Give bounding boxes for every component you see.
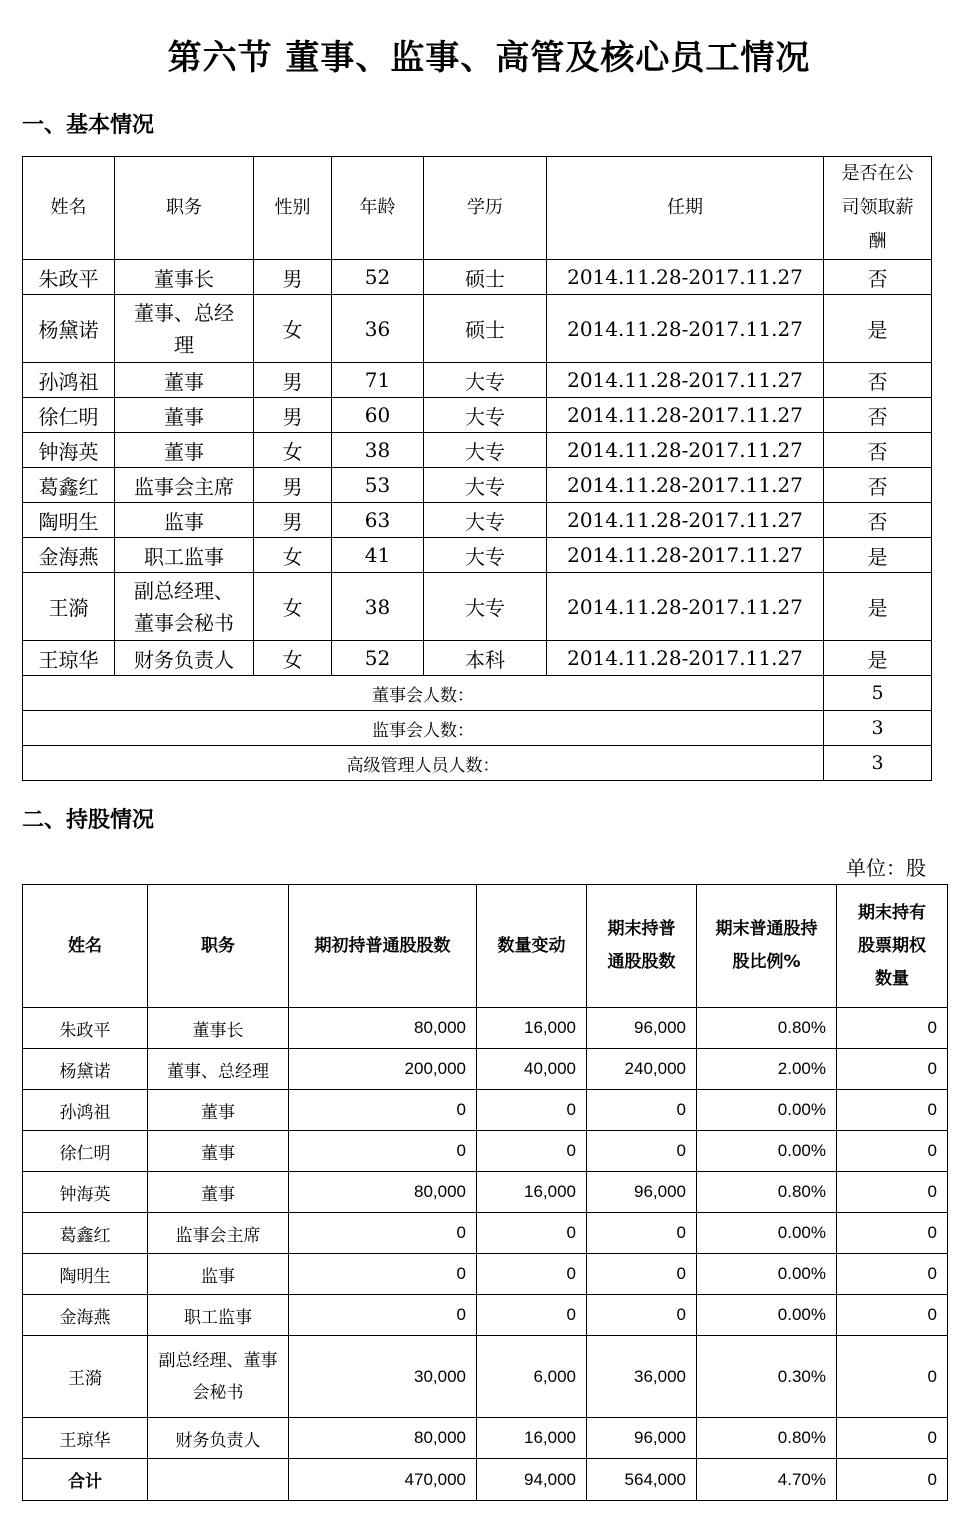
cell-gender: 女 — [254, 295, 332, 363]
header-opening-shares: 期初持普通股股数 — [289, 885, 477, 1008]
cell-term: 2014.11.28-2017.11.27 — [547, 573, 824, 641]
table-row — [23, 573, 932, 641]
cell-change: 0 — [477, 1254, 587, 1295]
total-ratio: 4.70% — [697, 1459, 837, 1501]
cell-options: 0 — [837, 1090, 948, 1131]
summary-value: 5 — [824, 676, 932, 711]
cell-term: 2014.11.28-2017.11.27 — [547, 398, 824, 433]
cell-closing-shares: 0 — [587, 1131, 697, 1172]
cell-change: 16,000 — [477, 1172, 587, 1213]
cell-education: 大专 — [424, 573, 547, 641]
cell-term: 2014.11.28-2017.11.27 — [547, 433, 824, 468]
cell-name: 陶明生 — [23, 503, 115, 538]
cell-options: 0 — [837, 1254, 948, 1295]
total-change: 94,000 — [477, 1459, 587, 1501]
cell-term: 2014.11.28-2017.11.27 — [547, 538, 824, 573]
header-term: 任期 — [547, 157, 824, 260]
cell-name: 钟海英 — [23, 1172, 148, 1213]
cell-closing-shares: 96,000 — [587, 1418, 697, 1459]
cell-age: 60 — [332, 398, 424, 433]
cell-paid: 是 — [824, 538, 932, 573]
cell-ratio: 0.00% — [697, 1254, 837, 1295]
cell-name: 葛鑫红 — [23, 468, 115, 503]
summary-row — [23, 711, 932, 746]
cell-name: 孙鸿祖 — [23, 363, 115, 398]
cell-position: 副总经理、董事会秘书 — [148, 1336, 289, 1418]
cell-gender: 女 — [254, 433, 332, 468]
cell-closing-shares: 0 — [587, 1254, 697, 1295]
table-row — [23, 1213, 948, 1254]
cell-paid: 否 — [824, 503, 932, 538]
section-heading-basic: 一、基本情况 — [22, 113, 155, 138]
cell-closing-shares: 240,000 — [587, 1049, 697, 1090]
summary-label: 监事会人数： — [23, 711, 824, 746]
cell-education: 硕士 — [424, 260, 547, 295]
cell-position: 副总经理、董事会秘书 — [115, 573, 254, 641]
cell-education: 大专 — [424, 433, 547, 468]
table-row — [23, 641, 932, 676]
cell-closing-shares: 96,000 — [587, 1172, 697, 1213]
header-position: 职务 — [115, 157, 254, 260]
cell-term: 2014.11.28-2017.11.27 — [547, 295, 824, 363]
cell-position: 董事、总经理 — [115, 295, 254, 363]
section-heading-shareholding: 二、持股情况 — [22, 808, 155, 833]
cell-closing-shares: 0 — [587, 1295, 697, 1336]
cell-position: 监事 — [148, 1254, 289, 1295]
shareholding-table — [22, 884, 948, 1501]
summary-value: 3 — [824, 746, 932, 781]
cell-position: 董事 — [148, 1090, 289, 1131]
unit-label: 单位：股 — [846, 856, 926, 880]
cell-opening-shares: 0 — [289, 1131, 477, 1172]
cell-ratio: 2.00% — [697, 1049, 837, 1090]
cell-gender: 女 — [254, 573, 332, 641]
cell-age: 38 — [332, 433, 424, 468]
cell-position: 董事 — [148, 1172, 289, 1213]
table-row — [23, 433, 932, 468]
cell-options: 0 — [837, 1418, 948, 1459]
header-gender: 性别 — [254, 157, 332, 260]
cell-closing-shares: 0 — [587, 1213, 697, 1254]
table-row — [23, 1418, 948, 1459]
cell-change: 16,000 — [477, 1418, 587, 1459]
table-row — [23, 468, 932, 503]
table-row — [23, 1336, 948, 1418]
cell-position: 监事 — [115, 503, 254, 538]
basic-info-table — [22, 156, 932, 781]
cell-name: 徐仁明 — [23, 398, 115, 433]
cell-ratio: 0.30% — [697, 1336, 837, 1418]
cell-change: 6,000 — [477, 1336, 587, 1418]
cell-opening-shares: 0 — [289, 1295, 477, 1336]
cell-age: 53 — [332, 468, 424, 503]
cell-term: 2014.11.28-2017.11.27 — [547, 468, 824, 503]
cell-name: 朱政平 — [23, 260, 115, 295]
header-options: 期末持有股票期权数量 — [837, 885, 948, 1008]
cell-paid: 否 — [824, 433, 932, 468]
cell-position: 董事、总经理 — [148, 1049, 289, 1090]
cell-position: 董事 — [115, 433, 254, 468]
cell-ratio: 0.80% — [697, 1008, 837, 1049]
cell-education: 本科 — [424, 641, 547, 676]
cell-age: 63 — [332, 503, 424, 538]
cell-closing-shares: 96,000 — [587, 1008, 697, 1049]
cell-name: 王琼华 — [23, 641, 115, 676]
cell-name: 金海燕 — [23, 538, 115, 573]
table-row — [23, 295, 932, 363]
cell-options: 0 — [837, 1049, 948, 1090]
cell-paid: 否 — [824, 363, 932, 398]
cell-name: 葛鑫红 — [23, 1213, 148, 1254]
cell-education: 大专 — [424, 363, 547, 398]
cell-opening-shares: 80,000 — [289, 1172, 477, 1213]
cell-options: 0 — [837, 1336, 948, 1418]
cell-change: 0 — [477, 1131, 587, 1172]
cell-age: 38 — [332, 573, 424, 641]
cell-options: 0 — [837, 1172, 948, 1213]
cell-opening-shares: 80,000 — [289, 1418, 477, 1459]
total-opening-shares: 470,000 — [289, 1459, 477, 1501]
summary-row — [23, 676, 932, 711]
cell-closing-shares: 0 — [587, 1090, 697, 1131]
cell-options: 0 — [837, 1295, 948, 1336]
table-row — [23, 398, 932, 433]
cell-age: 71 — [332, 363, 424, 398]
cell-gender: 男 — [254, 363, 332, 398]
summary-label: 董事会人数： — [23, 676, 824, 711]
cell-opening-shares: 0 — [289, 1213, 477, 1254]
table-row — [23, 1090, 948, 1131]
cell-age: 52 — [332, 260, 424, 295]
cell-change: 16,000 — [477, 1008, 587, 1049]
cell-position: 董事长 — [148, 1008, 289, 1049]
cell-term: 2014.11.28-2017.11.27 — [547, 260, 824, 295]
cell-age: 41 — [332, 538, 424, 573]
cell-name: 徐仁明 — [23, 1131, 148, 1172]
table-row — [23, 1295, 948, 1336]
total-position — [148, 1459, 289, 1501]
cell-paid: 是 — [824, 573, 932, 641]
cell-opening-shares: 30,000 — [289, 1336, 477, 1418]
header-paid: 是否在公司领取薪酬 — [824, 157, 932, 260]
table-row — [23, 503, 932, 538]
cell-name: 钟海英 — [23, 433, 115, 468]
table-row — [23, 1254, 948, 1295]
cell-name: 孙鸿祖 — [23, 1090, 148, 1131]
summary-value: 3 — [824, 711, 932, 746]
cell-options: 0 — [837, 1131, 948, 1172]
cell-change: 40,000 — [477, 1049, 587, 1090]
cell-name: 王琼华 — [23, 1418, 148, 1459]
cell-opening-shares: 0 — [289, 1254, 477, 1295]
cell-position: 监事会主席 — [148, 1213, 289, 1254]
cell-position: 董事长 — [115, 260, 254, 295]
header-position: 职务 — [148, 885, 289, 1008]
cell-change: 0 — [477, 1090, 587, 1131]
cell-age: 52 — [332, 641, 424, 676]
cell-position: 职工监事 — [115, 538, 254, 573]
table-row — [23, 538, 932, 573]
cell-education: 大专 — [424, 398, 547, 433]
cell-position: 董事 — [115, 398, 254, 433]
cell-name: 王漪 — [23, 573, 115, 641]
cell-position: 董事 — [115, 363, 254, 398]
cell-position: 财务负责人 — [148, 1418, 289, 1459]
cell-education: 大专 — [424, 503, 547, 538]
cell-name: 杨黛诺 — [23, 295, 115, 363]
cell-opening-shares: 80,000 — [289, 1008, 477, 1049]
cell-paid: 否 — [824, 468, 932, 503]
cell-education: 硕士 — [424, 295, 547, 363]
table-row — [23, 1131, 948, 1172]
cell-gender: 男 — [254, 260, 332, 295]
cell-education: 大专 — [424, 538, 547, 573]
cell-position: 监事会主席 — [115, 468, 254, 503]
header-education: 学历 — [424, 157, 547, 260]
cell-gender: 男 — [254, 503, 332, 538]
cell-paid: 否 — [824, 260, 932, 295]
cell-ratio: 0.80% — [697, 1172, 837, 1213]
cell-options: 0 — [837, 1213, 948, 1254]
cell-ratio: 0.00% — [697, 1213, 837, 1254]
header-age: 年龄 — [332, 157, 424, 260]
table-header-row — [23, 157, 932, 260]
cell-gender: 女 — [254, 641, 332, 676]
cell-ratio: 0.00% — [697, 1090, 837, 1131]
table-row — [23, 260, 932, 295]
cell-paid: 否 — [824, 398, 932, 433]
header-name: 姓名 — [23, 885, 148, 1008]
cell-gender: 男 — [254, 468, 332, 503]
table-header-row — [23, 885, 948, 1008]
cell-ratio: 0.80% — [697, 1418, 837, 1459]
cell-position: 职工监事 — [148, 1295, 289, 1336]
total-name: 合计 — [23, 1459, 148, 1501]
header-change: 数量变动 — [477, 885, 587, 1008]
cell-education: 大专 — [424, 468, 547, 503]
cell-change: 0 — [477, 1295, 587, 1336]
page-title: 第六节 董事、监事、高管及核心员工情况 — [167, 38, 811, 78]
cell-gender: 男 — [254, 398, 332, 433]
cell-opening-shares: 200,000 — [289, 1049, 477, 1090]
cell-closing-shares: 36,000 — [587, 1336, 697, 1418]
cell-name: 金海燕 — [23, 1295, 148, 1336]
table-row — [23, 363, 932, 398]
summary-label: 高级管理人员人数： — [23, 746, 824, 781]
cell-name: 陶明生 — [23, 1254, 148, 1295]
total-options: 0 — [837, 1459, 948, 1501]
cell-paid: 是 — [824, 295, 932, 363]
cell-ratio: 0.00% — [697, 1295, 837, 1336]
cell-position: 董事 — [148, 1131, 289, 1172]
cell-gender: 女 — [254, 538, 332, 573]
header-name: 姓名 — [23, 157, 115, 260]
table-row — [23, 1008, 948, 1049]
cell-opening-shares: 0 — [289, 1090, 477, 1131]
total-closing-shares: 564,000 — [587, 1459, 697, 1501]
summary-row — [23, 746, 932, 781]
cell-term: 2014.11.28-2017.11.27 — [547, 641, 824, 676]
cell-options: 0 — [837, 1008, 948, 1049]
cell-position: 财务负责人 — [115, 641, 254, 676]
cell-name: 朱政平 — [23, 1008, 148, 1049]
cell-age: 36 — [332, 295, 424, 363]
cell-paid: 是 — [824, 641, 932, 676]
cell-change: 0 — [477, 1213, 587, 1254]
total-row — [23, 1459, 948, 1501]
cell-name: 王漪 — [23, 1336, 148, 1418]
header-closing-shares: 期末持普通股股数 — [587, 885, 697, 1008]
table-row — [23, 1172, 948, 1213]
cell-ratio: 0.00% — [697, 1131, 837, 1172]
cell-term: 2014.11.28-2017.11.27 — [547, 363, 824, 398]
cell-name: 杨黛诺 — [23, 1049, 148, 1090]
header-ratio: 期末普通股持股比例% — [697, 885, 837, 1008]
cell-term: 2014.11.28-2017.11.27 — [547, 503, 824, 538]
table-row — [23, 1049, 948, 1090]
